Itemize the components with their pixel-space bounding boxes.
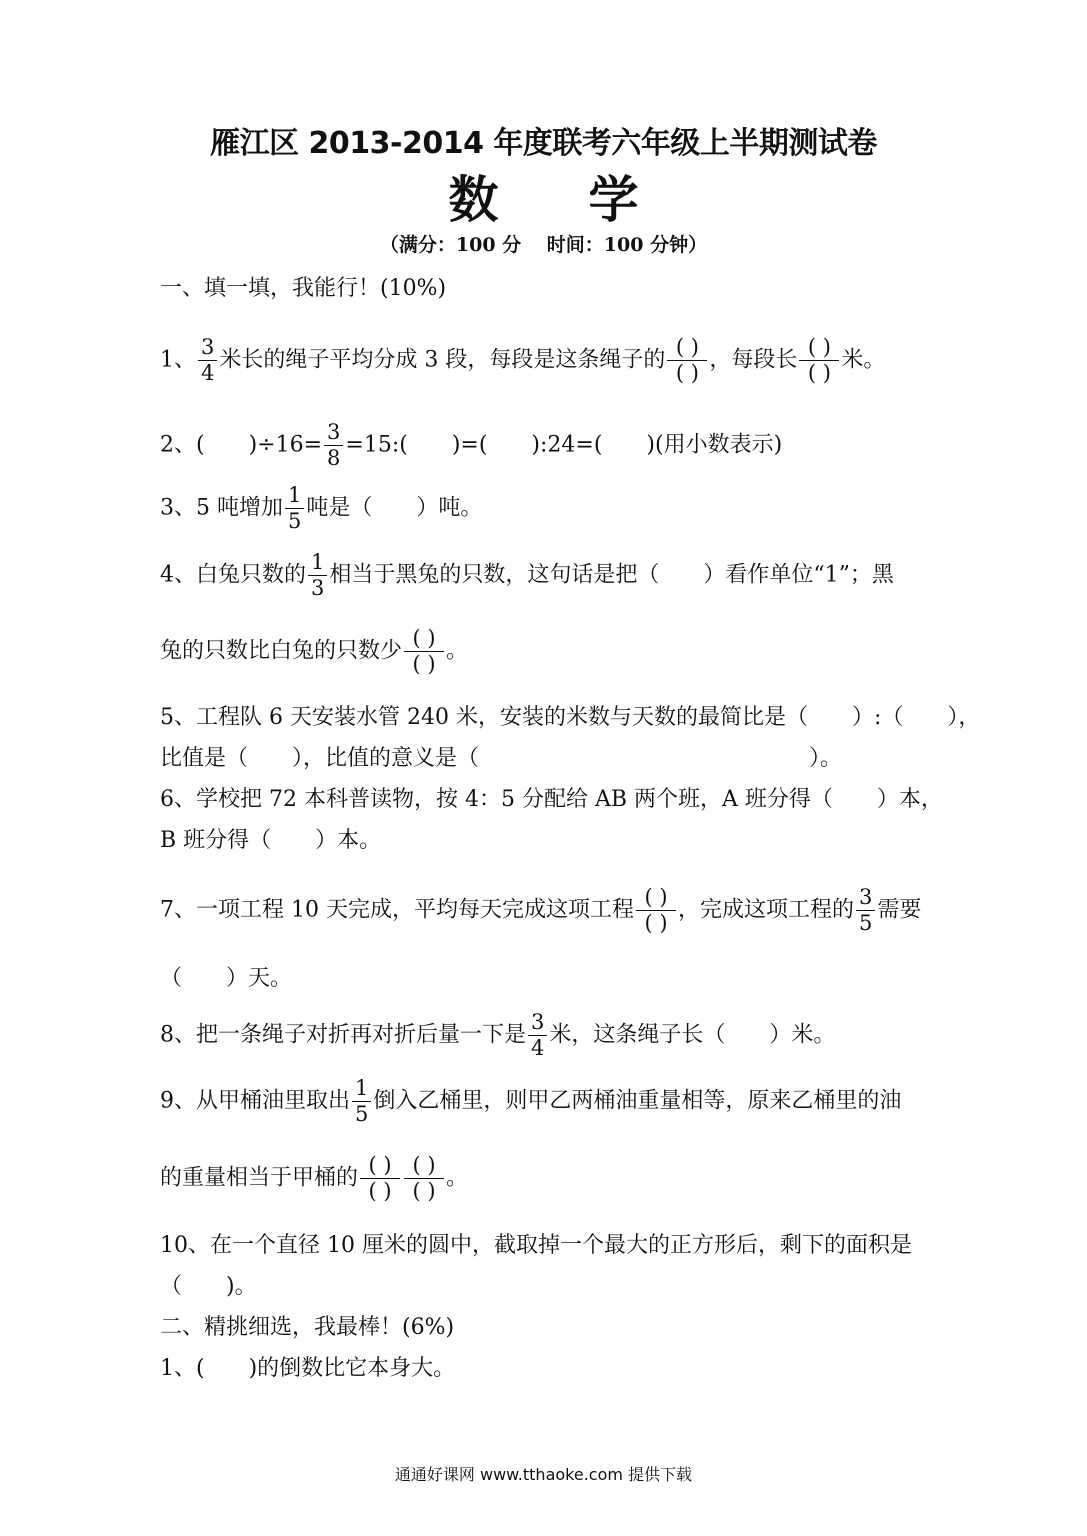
question-1-4: 4、白兔只数的 $\frac{1}{3}$ 相当于黑兔的只数，这句话是把（ ）看作单位“1”；黑: [160, 550, 894, 600]
fraction: $\frac{1}{5}$: [352, 1078, 371, 1125]
question-2-1: 1、( )的倒数比它本身大。: [160, 1356, 456, 1381]
fraction: $\frac{3}{5}$: [856, 887, 875, 934]
fraction: $\frac{3}{4}$: [198, 337, 217, 384]
exam-title: 雁江区 2013-2014 年度联考六年级上半期测试卷: [210, 126, 877, 161]
question-1-5-cont: 比值是（ ），比值的意义是（ ）。: [160, 746, 843, 771]
fraction: $\frac{3}{8}$: [324, 422, 343, 469]
question-1-9: 9、从甲桶油里取出 $\frac{1}{5}$ 倒入乙桶里，则甲乙两桶油重量相等，原来乙桶里的油: [160, 1076, 902, 1126]
exam-info: （满分：100 分 时间：100 分钟）: [379, 234, 708, 256]
question-1-4-cont: 兔的只数比白兔的只数少 $\frac{( )}{( )}$ 。: [160, 626, 469, 676]
question-1-5: 5、工程队 6 天安装水管 240 米，安装的米数与天数的最简比是（ ）:（ ），: [160, 705, 981, 730]
question-1-10-cont: （ )。: [160, 1274, 257, 1299]
question-1-1: 1、 $\frac{3}{4}$ 米长的绳子平均分成 3 段，每段是这条绳子的 $\frac{( )}{( )}$ ，每段长 $\frac{( )}{( )}$ 米。: [160, 335, 886, 385]
blank-fraction: $\frac{( )}{( )}$: [404, 628, 444, 675]
question-1-2: 2、( )÷16= $\frac{3}{8}$ =15:( )=( ):24=( )(用小数表示): [160, 420, 783, 470]
section-1-heading: 一、填一填，我能行！(10%): [160, 276, 447, 301]
subject-title: 数学: [448, 171, 729, 229]
question-1-10: 10、在一个直径 10 厘米的圆中，截取掉一个最大的正方形后，剩下的面积是: [160, 1233, 912, 1258]
blank-fraction: $\frac{( )}{( )}$: [360, 1155, 400, 1202]
question-1-6: 6、学校把 72 本科普读物，按 4：5 分配给 AB 两个班，A 班分得（ ）本，: [160, 787, 943, 812]
page-footer: 通通好课网 www.tthaoke.com 提供下载: [394, 1465, 693, 1484]
question-1-3: 3、5 吨增加 $\frac{1}{5}$ 吨是（ ）吨。: [160, 483, 483, 533]
section-2-heading: 二、精挑细选，我最棒！(6%): [160, 1315, 455, 1340]
question-1-8: 8、把一条绳子对折再对折后量一下是 $\frac{3}{4}$ 米，这条绳子长（ ）米。: [160, 1010, 836, 1060]
fraction: $\frac{1}{3}$: [308, 552, 327, 599]
question-1-9-cont: 的重量相当于甲桶的 $\frac{( )}{( )}$ $\frac{( )}{( )}$ 。: [160, 1153, 469, 1203]
fraction: $\frac{1}{5}$: [285, 485, 304, 532]
question-1-7: 7、一项工程 10 天完成，平均每天完成这项工程 $\frac{( )}{( )}$ ，完成这项工程的 $\frac{3}{5}$ 需要: [160, 885, 922, 935]
blank-fraction: $\frac{( )}{( )}$: [404, 1155, 444, 1202]
blank-fraction: $\frac{( )}{( )}$: [799, 337, 839, 384]
blank-fraction: $\frac{( )}{( )}$: [667, 337, 707, 384]
fraction: $\frac{3}{4}$: [528, 1012, 547, 1059]
question-1-7-cont: （ ）天。: [160, 966, 293, 991]
blank-fraction: $\frac{( )}{( )}$: [636, 887, 676, 934]
question-1-6-cont: B 班分得（ ）本。: [160, 828, 382, 853]
